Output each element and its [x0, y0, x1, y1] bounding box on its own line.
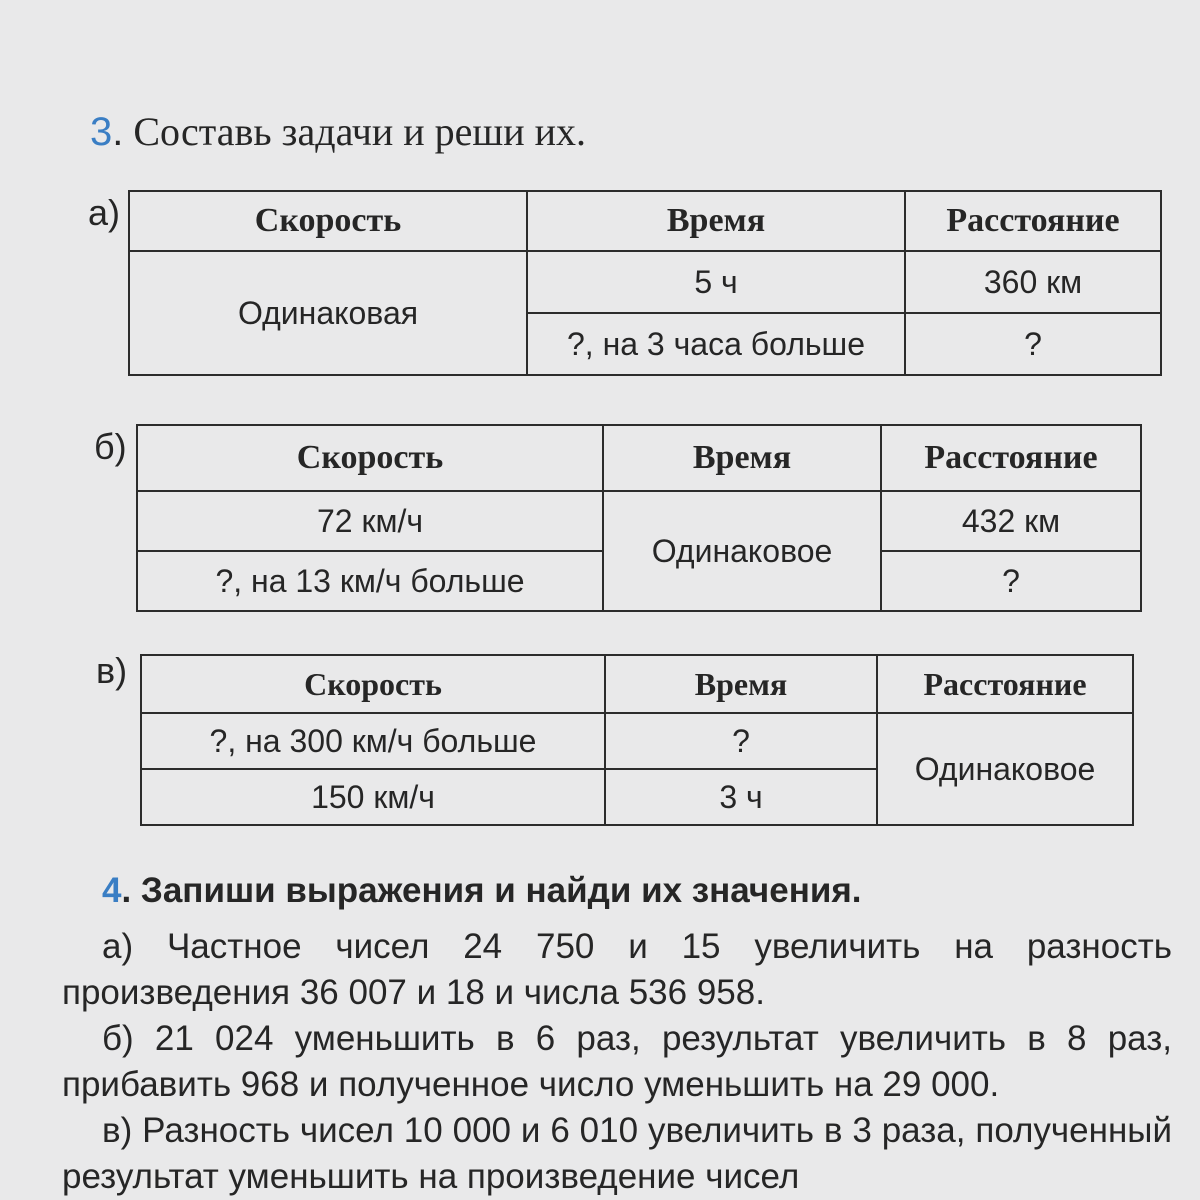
task-3-title: Составь задачи и реши их.: [133, 109, 587, 154]
task-4-item-a: а) Частное чисел 24 750 и 15 увеличить на разность произведения 36 007 и 18 и числа 536 958.: [62, 927, 1172, 1012]
cell-distance: 360 км: [905, 251, 1161, 313]
cell-speed: ?, на 13 км/ч больше: [137, 551, 603, 611]
cell-time: ?, на 3 часа больше: [527, 313, 905, 375]
part-c-label: в): [96, 650, 128, 691]
header-time: Время: [605, 655, 877, 713]
cell-speed-same: Одинаковая: [129, 251, 527, 375]
part-a-label: а): [88, 192, 121, 233]
cell-time-same: Одинаковое: [603, 491, 881, 611]
table-part-b: [136, 424, 1142, 612]
cell-distance: ?: [905, 313, 1161, 375]
table-part-c: [140, 654, 1134, 826]
task-4-number: 4: [102, 871, 122, 910]
header-time: Время: [603, 425, 881, 491]
task-4-item-b: б) 21 024 уменьшить в 6 раз, результат увеличить в 8 раз, прибавить 968 и полученное число уменьшить на 29 000.: [62, 1019, 1172, 1104]
cell-distance-same: Одинаковое: [877, 713, 1133, 825]
header-speed: Скорость: [137, 425, 603, 491]
table-part-a: [128, 190, 1162, 376]
part-b-label: б): [94, 426, 127, 467]
header-distance: Расстояние: [881, 425, 1141, 491]
task-3-number-dot: .: [112, 110, 124, 154]
cell-distance: 432 км: [881, 491, 1141, 551]
cell-speed: 72 км/ч: [137, 491, 603, 551]
task-3-heading: [90, 108, 586, 155]
task-4-title: . Запиши выражения и найди их значения.: [121, 871, 862, 910]
cell-time: 5 ч: [527, 251, 905, 313]
task-4: [62, 868, 1172, 1200]
task-3-number: 3: [90, 110, 113, 154]
task-4-heading: [102, 868, 1172, 914]
header-speed: Скорость: [141, 655, 605, 713]
header-distance: Расстояние: [877, 655, 1133, 713]
header-speed: Скорость: [129, 191, 527, 251]
header-time: Время: [527, 191, 905, 251]
cell-distance: ?: [881, 551, 1141, 611]
cell-time: 3 ч: [605, 769, 877, 825]
header-distance: Расстояние: [905, 191, 1161, 251]
cell-speed: ?, на 300 км/ч больше: [141, 713, 605, 769]
task-4-item-c: в) Разность чисел 10 000 и 6 010 увеличить в 3 раза, полученный результат уменьшить на произведение чисел: [62, 1111, 1172, 1196]
cell-speed: 150 км/ч: [141, 769, 605, 825]
cell-time: ?: [605, 713, 877, 769]
